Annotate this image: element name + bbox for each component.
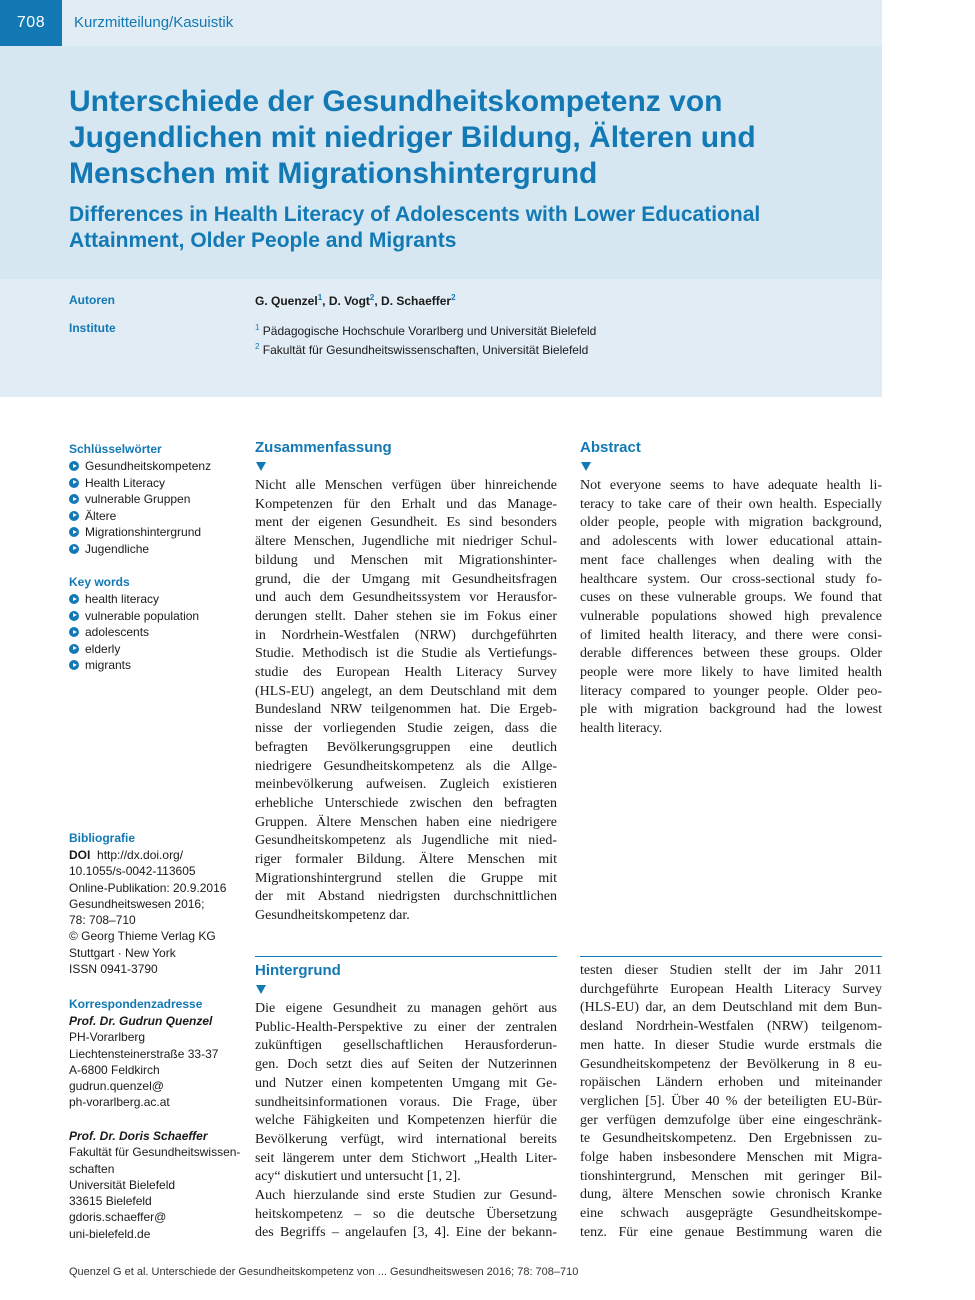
text-line: studie des European Health Literacy Survey [255,665,557,681]
text-line: ment der eigenen Gesundheit. Es sind besonders [255,515,557,531]
abstract-heading: Abstract [580,439,641,456]
text-line: sundheitsinformationen voraus. Die Frage, über [255,1094,557,1110]
keyword-text: vulnerable population [85,608,200,623]
bibliografie-block [69,847,244,977]
institute-number: 1 [255,323,260,332]
text-line: Gruppen. Ältere Menschen haben eine niedrigere [255,814,557,830]
keyword-item [69,475,211,492]
text-line: niedrigere Gesundheitskompetenz als die Allge- [255,758,557,774]
keyword-text: Ältere [85,508,117,523]
text-line: folge haben insbesondere Menschen mit Migra- [580,1150,882,1166]
title-german-line: Jugendlichen mit niedriger Bildung, Älteren und [69,121,756,154]
text-line: heitskompetenz – so die deutsche Übersetzung [255,1206,557,1222]
author-name: D. Vogt [328,294,370,308]
hintergrund-body-right [580,962,882,1243]
text-line: zukünftigen gesellschaftlichen Herausforderun- [255,1038,557,1054]
keywords-heading: Key words [69,575,130,589]
text-line: ment face challenges when dealing with the [580,552,882,568]
text-line: of limited health literacy, and there were consi- [580,627,882,643]
contact-email[interactable]: gudrun.quenzel@ [69,1079,164,1094]
text-line: ple with migration background had the lowest [580,702,882,718]
text-line: riger formaler Bildung. Ältere Menschen mit [255,852,557,868]
section-divider [255,956,557,957]
text-line: Nicht alle Menschen verfügen über hinreichende [255,478,557,493]
author-affiliation: 2 [451,293,456,302]
text-line: gen. Doch setzt dies auf Seiten der Nutzerinnen [255,1057,557,1073]
contact-line: PH-Vorarlberg [69,1030,146,1045]
institute-text: Fakultät für Gesundheitswissenschaften, Universität Bielefeld [262,343,589,357]
text-line: Bundesland NRW teilgenommen hat. Die Ergeb- [255,702,557,718]
author-separator: , [374,294,382,308]
text-line: men hatte. In dieser Studie wurde erstmals die [580,1037,882,1053]
contact-line: Fakultät für Gesundheitswissen- [69,1145,241,1160]
author-name: G. Quenzel [255,294,318,308]
keyword-item [69,608,199,625]
text-line: bildung und Menschen mit Migrationshinter- [255,552,557,568]
text-line: meinbevölkerung aufweisen. Zugleich existieren [255,777,557,793]
institutes-list [255,320,596,358]
text-line: welche Fähigkeiten und Kompetenzen hierfür die [255,1113,557,1129]
title-german [69,84,859,192]
text-line: Public-Health-Perspektive zu einer der zentralen [255,1019,557,1035]
keyword-text: Migrationshintergrund [85,525,202,539]
arrow-bullet-icon [69,478,79,488]
text-line: teracy to take care of their own health. Especially [580,496,882,512]
bibliografie-line: Stuttgart · New York [69,945,176,960]
keyword-text: migrants [85,658,132,672]
arrow-bullet-icon [69,644,79,654]
text-line: acy“ diskutiert und untersucht [1, 2]. [255,1169,461,1185]
contact-line: Universität Bielefeld [69,1177,176,1192]
text-line: derable differences between these groups. Older [580,646,882,662]
bibliografie-line [69,847,244,863]
text-line: testen dieser Studien stellt der im Jahr 2011 [580,963,882,978]
text-line: Migrationshintergrund stellen die Gruppe mit [255,870,557,886]
author-name: D. Schaeffer [381,294,452,308]
keyword-text: Jugendliche [85,541,150,556]
text-line: Bevölkerung verfügt, wird international bereits [255,1131,557,1147]
text-line: in Nordrhein-Westfalen (NRW) durchgeführten [255,627,557,643]
arrow-bullet-icon [69,527,79,537]
title-german-line: Menschen mit Migrationshintergrund [69,157,598,190]
triangle-down-icon [256,985,266,994]
contact-email[interactable]: uni-bielefeld.de [69,1226,151,1241]
text-line: and adolescents with lower educational attain- [580,534,882,550]
section-label: Kurzmitteilung/Kasuistik [74,14,234,31]
keyword-item [69,641,199,658]
keyword-item [69,624,199,641]
text-line: te Gesundheitskompetenz. Den Ergebnissen zu- [580,1131,882,1147]
keywords-list [69,591,199,674]
text-line: Studie. Methodisch ist die Studie als Vertiefungs- [255,646,557,662]
triangle-down-icon [581,462,591,471]
doi-label: DOI [69,848,91,862]
keyword-text: vulnerable Gruppen [85,492,191,506]
text-line: verglichen [5]. Über 40 % der beteiligten EU-Bür- [580,1093,882,1109]
text-line: tionshintergrund, Menschen mit geringer Bil- [580,1168,882,1184]
text-line: older people, people with migration background, [580,515,882,531]
text-line: (HLS-EU) angelegt, an dem Deutschland mit dem [255,683,557,699]
text-line: des Begriffs – angelaufen [3, 4]. Eine der bekann- [255,1225,557,1241]
contact-line: 33615 Bielefeld [69,1194,152,1209]
text-line: Not everyone seems to have adequate health li- [580,478,882,493]
authors-label: Autoren [69,293,115,307]
text-line: ger verfügen demzufolge über eine eingeschränk- [580,1112,882,1128]
zusammenfassung-body [255,477,557,926]
text-line: vulnerable populations showed high prevalence [580,608,882,624]
text-line: und Nutzer einen kompetenten Umgang mit Ge- [255,1075,557,1091]
institute-text: Pädagogische Hochschule Vorarlberg und Universität Bielefeld [262,324,597,338]
arrow-bullet-icon [69,627,79,637]
hintergrund-body-left [255,1000,557,1243]
abstract-body [580,477,882,739]
text-line: derungen stellt. Daher stehen sie im Fokus einer [255,608,557,624]
contact-email[interactable]: gdoris.schaeffer@ [69,1210,167,1225]
arrow-bullet-icon [69,494,79,504]
contact-email[interactable]: ph-vorarlberg.ac.at [69,1095,170,1110]
institute-line [255,320,596,339]
keyword-text: Health Literacy [85,475,166,490]
text-line: der mit Abstand niedrigsten durchschnittlichen [255,889,557,905]
keyword-text: Gesundheitskompetenz [85,459,212,473]
footer-citation: Quenzel G et al. Unterschiede der Gesundheitskompetenz von ... Gesundheitswesen 2016; 78: 708–710 [69,1266,579,1278]
text-line: nisse der vorliegenden Studie zeigen, dass die [255,721,557,737]
keyword-item [69,657,199,674]
text-line: ropäischen Ländern erhoben und miteinander [580,1075,882,1091]
text-line: Kompetenzen für den Erhalt und das Manage- [255,496,557,512]
bibliografie-line: Gesundheitswesen 2016; [69,896,205,911]
text-line: healthcare system. Our cross-sectional study fo- [580,571,882,587]
bibliografie-heading: Bibliografie [69,831,136,845]
title-german-line: Unterschiede der Gesundheitskompetenz von [69,85,723,118]
section-divider [580,956,882,957]
keyword-item [69,541,211,558]
text-line: tenz. Für eine genaue Bestimmung waren die [580,1224,882,1240]
text-line: people were more likely to have limited health [580,665,882,681]
schluesselwoerter-heading: Schlüsselwörter [69,442,162,456]
title-english [69,202,859,254]
contact2-name: Prof. Dr. Doris Schaeffer [69,1129,208,1143]
arrow-bullet-icon [69,611,79,621]
keyword-item [69,491,211,508]
keyword-item [69,508,211,525]
hintergrund-heading: Hintergrund [255,962,341,979]
text-line: Gesundheitskompetenz als Jugendliche mit nied- [255,833,557,849]
bibliografie-line: 10.1055/s-0042-113605 [69,864,196,879]
contact1-block [69,1013,244,1111]
text-line: grund, die der Umgang mit Gesundheitsfragen [255,571,557,587]
text-line: erhebliche Unterschiede zwischen den befragten [255,795,557,811]
korrespondenz-heading: Korrespondenzadresse [69,997,203,1011]
keyword-item [69,591,199,608]
author-affiliation: 1 [317,293,323,302]
arrow-bullet-icon [69,511,79,521]
triangle-down-icon [256,462,266,471]
doi-link[interactable]: http://dx.doi.org/ [97,848,184,862]
institutes-label: Institute [69,321,116,335]
bibliografie-line: ISSN 0941-3790 [69,962,158,977]
author-affiliation: 2 [369,293,375,302]
arrow-bullet-icon [69,544,79,554]
institute-number: 2 [255,342,260,351]
schluesselwoerter-list [69,458,211,557]
text-line: health literacy. [580,721,663,737]
contact-line: Liechtensteinerstraße 33-37 [69,1046,219,1061]
zusammenfassung-heading: Zusammenfassung [255,439,392,456]
text-line: desland Nordrhein-Westfalen (NRW) teilgenom- [580,1019,882,1035]
bibliografie-line: © Georg Thieme Verlag KG [69,929,216,944]
bibliografie-line: Online-Publikation: 20.9.2016 [69,880,227,895]
text-line: cuses on these vulnerable groups. We found that [580,590,882,606]
contact2-block [69,1128,244,1242]
authors-list [255,293,456,308]
text-line: dung, ältere Menschen sowie chronisch Kranke [580,1187,882,1203]
text-line: Auch hierzulande sind erste Studien zur Gesund- [255,1188,557,1204]
text-line: und auch dem Gesundheitssystem vor Herausfor- [255,590,557,606]
page-number: 708 [0,0,62,46]
text-line: ältere Menschen, Jugendliche mit niedriger Schul- [255,534,557,550]
contact-line: A-6800 Feldkirch [69,1062,160,1077]
text-line: seit längerem unter dem Stichwort „Health Liter- [255,1150,557,1166]
arrow-bullet-icon [69,461,79,471]
text-line: literacy compared to younger people. Older peo- [580,683,882,699]
arrow-bullet-icon [69,594,79,604]
keyword-text: health literacy [85,592,160,606]
contact-line: schaften [69,1161,115,1176]
text-line: (HLS-EU) dar, an dem Deutschland mit dem Bun- [580,1000,882,1016]
text-line: Gesundheitskompetenz dar. [255,908,410,924]
text-line: Die eigene Gesundheit zu managen gehört aus [255,1001,557,1016]
keyword-text: adolescents [85,625,150,639]
institute-line [255,339,596,358]
keyword-text: elderly [85,641,121,656]
title-english-line: Differences in Health Literacy of Adolescents with Lower Educational [69,203,761,226]
text-line: befragten Bevölkerungsgruppen eine deutlich [255,739,557,755]
bibliografie-line: 78: 708–710 [69,913,136,928]
text-line: Gesundheitskompetenz der Bevölkerung in 8 eu- [580,1056,882,1072]
contact1-name: Prof. Dr. Gudrun Quenzel [69,1014,213,1028]
text-line: durchgeführte European Health Literacy Survey [580,981,882,997]
keyword-item [69,458,211,475]
arrow-bullet-icon [69,660,79,670]
author-separator: , [322,294,329,308]
title-english-line: Attainment, Older People and Migrants [69,229,457,252]
text-line: eine schwach ausgeprägte Gesundheitskompe- [580,1206,882,1222]
keyword-item [69,524,211,541]
